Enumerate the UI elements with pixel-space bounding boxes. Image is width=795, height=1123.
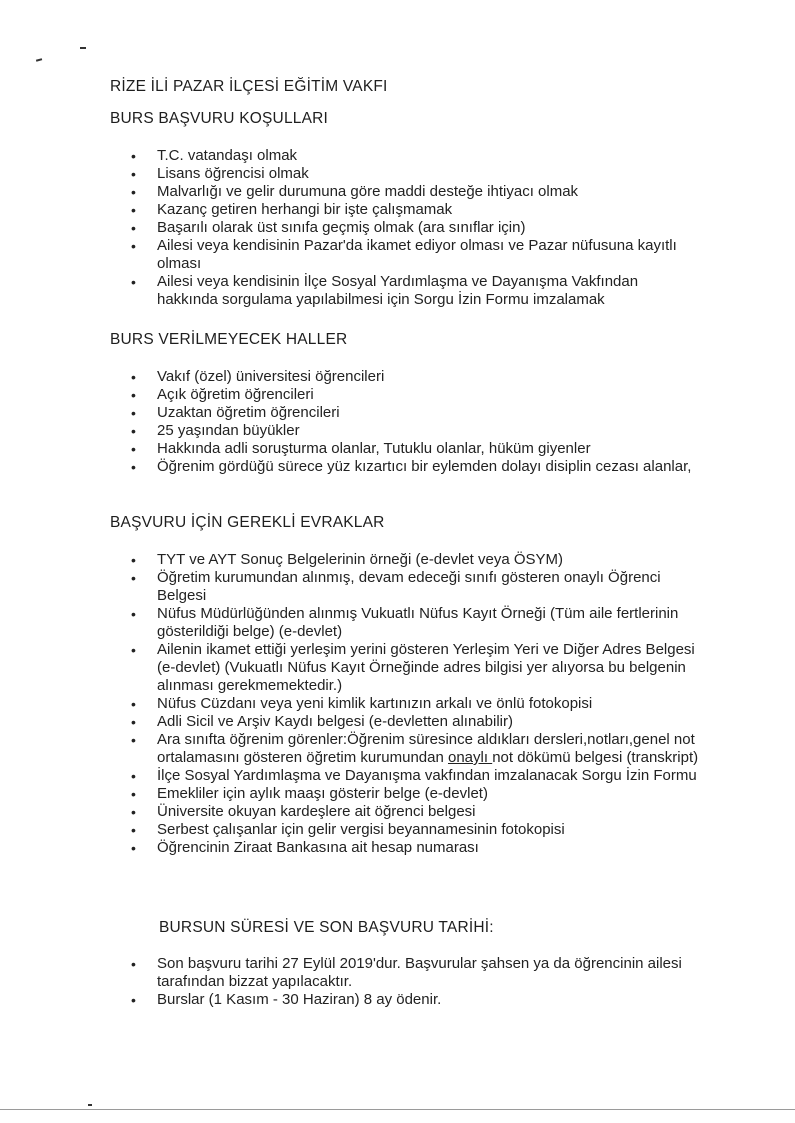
list-item: • Kazanç getiren herhangi bir işte çalışmamak [110,201,700,219]
list-item: • Adli Sicil ve Arşiv Kaydı belgesi (e-devletten alınabilir) [110,713,700,731]
list-item [110,731,700,767]
list-item: • Açık öğretim öğrencileri [110,386,700,404]
list-item: • Ailesi veya kendisinin İlçe Sosyal Yardımlaşma ve Dayanışma Vakfından hakkında sorgulama yapılabilmesi için Sorgu İzin Formu imzalamak [110,273,700,309]
documents-list [110,551,700,857]
list-item: • 25 yaşından büyükler [110,422,700,440]
list-item: • Lisans öğrencisi olmak [110,165,700,183]
exclusions-list [110,368,700,476]
scan-mark [88,1104,92,1106]
document-title: RİZE İLİ PAZAR İLÇESİ EĞİTİM VAKFI [110,78,388,95]
list-item: • Ailenin ikamet ettiği yerleşim yerini gösteren Yerleşim Yeri ve Diğer Adres Belgesi (e-devlet) (Vukuatlı Nüfus Kayıt Örneğinde adres bilgisi yer alıyorsa bu belgenin alınması gerekmemektedir.) [110,641,700,695]
conditions-list [110,147,700,309]
list-item: • Ailesi veya kendisinin Pazar'da ikamet ediyor olması ve Pazar nüfusuna kayıtlı olması [110,237,700,273]
list-item: • Son başvuru tarihi 27 Eylül 2019'dur. Başvurular şahsen ya da öğrencinin ailesi tarafından bizzat yapılacaktır. [110,955,700,991]
section-heading-duration: BURSUN SÜRESİ VE SON BAŞVURU TARİHİ: [159,919,494,936]
list-item: • T.C. vatandaşı olmak [110,147,700,165]
list-item: • Vakıf (özel) üniversitesi öğrencileri [110,368,700,386]
list-item: • Öğretim kurumundan alınmış, devam edeceği sınıfı gösteren onaylı Öğrenci Belgesi [110,569,700,605]
item-text: Ara sınıfta öğrenim görenler:Öğrenim süresince aldıkları dersleri,notları,genel not ortalamasını gösteren öğretim kurumundan [157,731,695,766]
list-item: • Nüfus Cüzdanı veya yeni kimlik kartınızın arkalı ve önlü fotokopisi [110,695,700,713]
section-heading-exclusions: BURS VERİLMEYECEK HALLER [110,331,348,348]
list-item: • Başarılı olarak üst sınıfa geçmiş olmak (ara sınıflar için) [110,219,700,237]
list-item: • TYT ve AYT Sonuç Belgelerinin örneği (e-devlet veya ÖSYM) [110,551,700,569]
list-item: • Emekliler için aylık maaşı gösterir belge (e-devlet) [110,785,700,803]
section-heading-conditions: BURS BAŞVURU KOŞULLARI [110,110,329,127]
list-item: • Burslar (1 Kasım - 30 Haziran) 8 ay ödenir. [110,991,700,1009]
section-heading-documents: BAŞVURU İÇİN GEREKLİ EVRAKLAR [110,514,385,531]
list-item: • Nüfus Müdürlüğünden alınmış Vukuatlı Nüfus Kayıt Örneği (Tüm aile fertlerinin gösterildiği belge) (e-devlet) [110,605,700,641]
underlined-text: onaylı [447,749,493,766]
list-item: • Hakkında adli soruşturma olanlar, Tutuklu olanlar, hüküm giyenler [110,440,700,458]
list-item: • Uzaktan öğretim öğrencileri [110,404,700,422]
list-item: • Üniversite okuyan kardeşlere ait öğrenci belgesi [110,803,700,821]
list-item: • Öğrencinin Ziraat Bankasına ait hesap numarası [110,839,700,857]
item-text: not dökümü belgesi (transkript) [492,749,699,766]
scan-mark [80,47,86,49]
scan-edge-line [0,1109,795,1110]
list-item: • İlçe Sosyal Yardımlaşma ve Dayanışma vakfından imzalanacak Sorgu İzin Formu [110,767,700,785]
list-item: • Malvarlığı ve gelir durumuna göre maddi desteğe ihtiyacı olmak [110,183,700,201]
list-item: • Öğrenim gördüğü sürece yüz kızartıcı bir eylemden dolayı disiplin cezası alanlar, [110,458,700,476]
list-item: • Serbest çalışanlar için gelir vergisi beyannamesinin fotokopisi [110,821,700,839]
scan-mark [36,58,42,61]
duration-list [110,955,700,1009]
